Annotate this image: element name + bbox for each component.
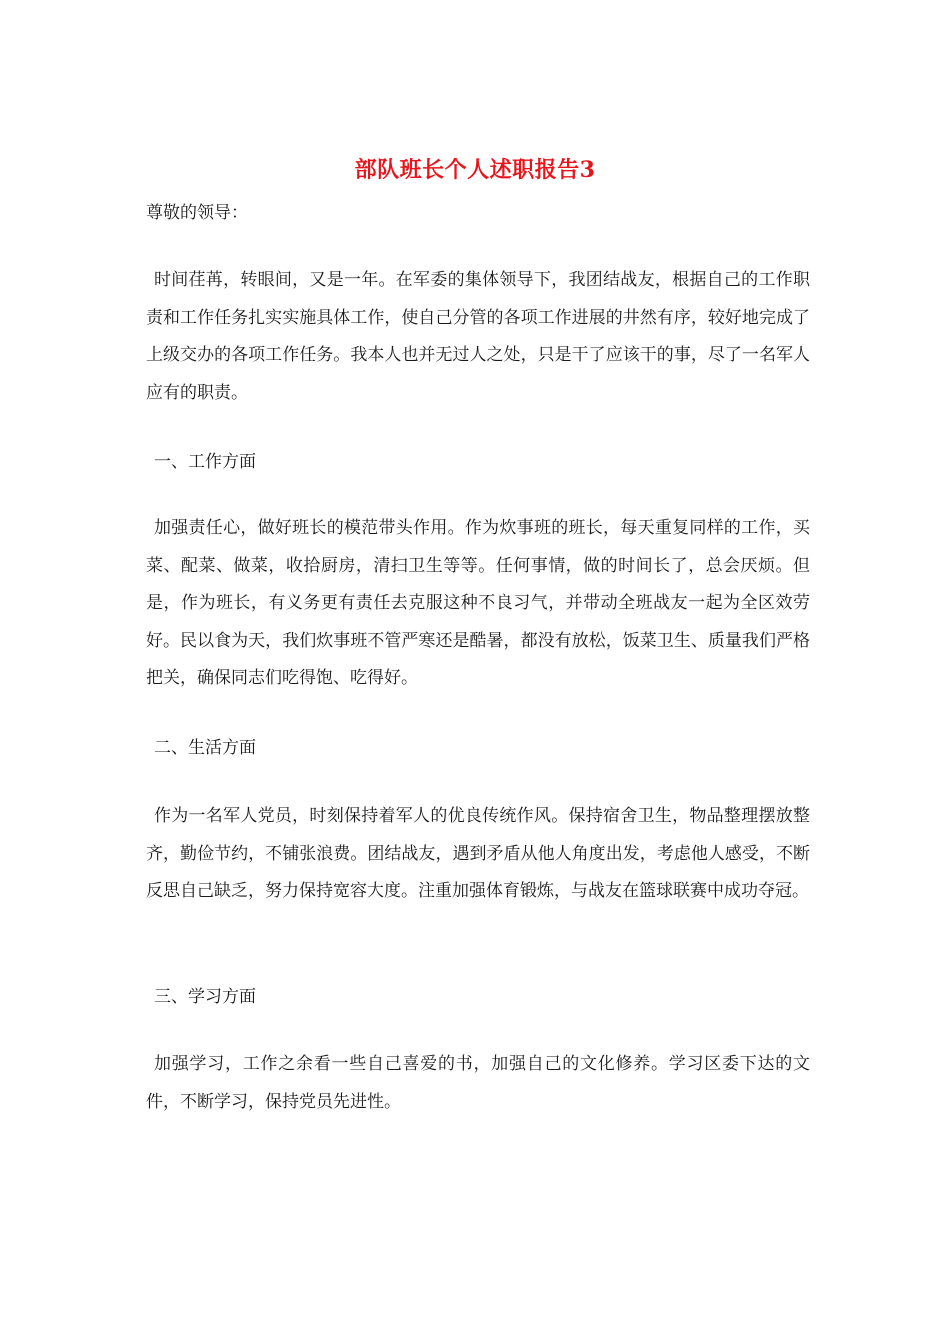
section-heading-life: 二、生活方面: [154, 738, 256, 758]
document-title: 部队班长个人述职报告3: [354, 157, 596, 183]
section-heading-study: 三、学习方面: [154, 987, 256, 1007]
section-heading-work: 一、工作方面: [154, 452, 256, 472]
section-body-work: 加强责任心，做好班长的模范带头作用。作为炊事班的班长，每天重复同样的工作，买菜、配菜、做菜，收拾厨房，清扫卫生等等。任何事情，做的时间长了，总会厌烦。但是，作为班长，有义务更有责任去克服这种不良习气，并带动全班战友一起为全区效劳好。民以食为天，我们炊事班不管严寒还是酷暑，都没有放松，饭菜卫生、质量我们严格把关，确保同志们吃得饱、吃得好。: [146, 518, 810, 688]
intro-paragraph: 时间荏苒，转眼间，又是一年。在军委的集体领导下，我团结战友，根据自己的工作职责和工作任务扎实实施具体工作，使自己分管的各项工作进展的井然有序，较好地完成了上级交办的各项工作任务。我本人也并无过人之处，只是干了应该干的事，尽了一名军人应有的职责。: [146, 270, 810, 403]
salutation: 尊敬的领导：: [146, 203, 248, 223]
section-body-life: 作为一名军人党员，时刻保持着军人的优良传统作风。保持宿舍卫生，物品整理摆放整齐，勤俭节约，不铺张浪费。团结战友，遇到矛盾从他人角度出发，考虑他人感受，不断反思自己缺乏，努力保持宽容大度。注重加强体育锻炼，与战友在篮球联赛中成功夺冠。: [146, 806, 810, 901]
section-body-study: 加强学习，工作之余看一些自己喜爱的书，加强自己的文化修养。学习区委下达的文件，不断学习，保持党员先进性。: [146, 1054, 810, 1112]
